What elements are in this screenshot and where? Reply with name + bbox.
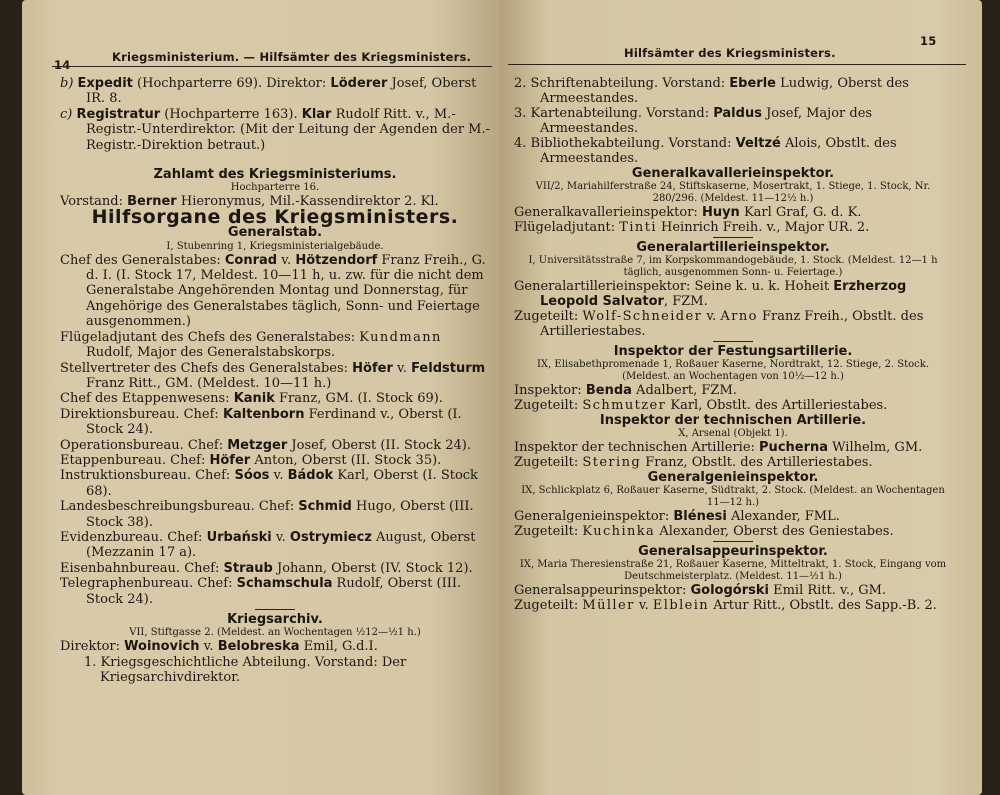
generalkavallerie-address: VII/2, Mariahilferstraße 24, Stiftskaserne, Mosertrakt, 1. Stiege, 1. Stock, Nr. 280/296. (Meldest. 11—12½ h.): [535, 181, 931, 204]
generalgenie-title: Generalgenieinspektor.: [647, 470, 819, 485]
section-divider: [255, 609, 295, 610]
bureau-entry: Landesbeschreibungsbureau. Chef: Schmid Hugo, Oberst (III. Stock 38).: [60, 499, 474, 530]
generalstab-etappenwesen: Chef des Etappenwesens: Kanik Franz, GM. (I. Stock 69).: [60, 391, 443, 407]
zahlamt-title: Zahlamt des Kriegsministeriums.: [153, 167, 397, 183]
festungsartillerie-zugeteilt: Zugeteilt: Schmutzer Karl, Obstlt. des Artilleriestabes.: [514, 398, 888, 413]
bureau-entry: Direktionsbureau. Chef: Kaltenborn Ferdinand v., Oberst (I. Stock 24).: [60, 406, 462, 438]
generalkavallerie-title: Generalkavallerieinspektor.: [631, 166, 835, 181]
kriegsarchiv-abteilung-1: 1. Kriegsgeschichtliche Abteilung. Vorstand: Der Kriegsarchivdirektor.: [84, 654, 407, 686]
bureau-entry: Eisenbahnbureau. Chef: Straub Johann, Oberst (IV. Stock 12).: [60, 560, 473, 576]
right-header-rule: [508, 64, 966, 65]
generalgenie-zugeteilt: Zugeteilt: Kuchinka Alexander, Oberst des Geniestabes.: [514, 524, 894, 539]
kriegsarchiv-address: VII, Stiftgasse 2. (Meldest. an Wochentagen ½12—½1 h.): [129, 627, 421, 639]
generalartillerie-address: I, Universitätsstraße 7, im Korpskommandogebäude, 1. Stock. (Meldest. 12—1 h täglich, ausgenommen Sonn- u. Feiertage.): [528, 255, 938, 278]
generalstab-fluegeladjutant: Flügeladjutant des Chefs des Generalstabes: Kundmann Rudolf, Major des Generalstabskorps.: [60, 329, 442, 361]
kriegsarchiv-abteilung-2: 2. Schriftenabteilung. Vorstand: Eberle Ludwig, Oberst des Armeestandes.: [514, 76, 909, 106]
technische-artillerie-title: Inspektor der technischen Artillerie.: [599, 413, 867, 428]
generalstab-stellvertreter: Stellvertreter des Chefs des Generalstabes: Höfer v. Feldsturm Franz Ritt., GM. (Meldest. 10—11 h.): [60, 360, 486, 391]
kriegsarchiv-title: Kriegsarchiv.: [227, 612, 323, 627]
right-running-header: Hilfsämter des Kriegsministers.: [624, 46, 836, 60]
section-divider: [713, 341, 753, 342]
festungsartillerie-address: IX, Elisabethpromenade 1, Roßauer Kaserne, Nordtrakt, 12. Stiege, 2. Stock. (Meldest. an Wochentagen von 10½—12 h.): [536, 359, 930, 382]
kriegsarchiv-abteilung-4: 4. Bibliothekabteilung. Vorstand: Veltzé Alois, Obstlt. des Armeestandes.: [514, 136, 897, 166]
generalsappeur-inspektor: Generalsappeurinspektor: Gologórski Emil Ritt. v., GM.: [514, 583, 887, 598]
generalartillerie-zugeteilt: Zugeteilt: Wolf-Schneider v. Arno Franz Freih., Obstlt. des Artilleriestabes.: [514, 309, 924, 339]
section-divider: [713, 237, 753, 238]
technische-artillerie-zugeteilt: Zugeteilt: Stering Franz, Obstlt. des Artilleriestabes.: [514, 455, 873, 470]
entry-expedit: b) Expedit (Hochparterre 69). Direktor: Löderer Josef, Oberst IR. 8.: [60, 76, 477, 107]
right-page: [500, 0, 982, 795]
technische-artillerie-address: X, Arsenal (Objekt 1).: [678, 428, 788, 439]
section-divider: [713, 541, 753, 542]
left-content: [60, 76, 490, 686]
generalartillerie-title: Generalartillerieinspektor.: [636, 240, 830, 255]
generalsappeur-zugeteilt: Zugeteilt: Müller v. Elblein Artur Ritt., Obstlt. des Sapp.-B. 2.: [514, 598, 937, 613]
generalgenie-inspektor: Generalgenieinspektor: Blénesi Alexander, FML.: [514, 509, 840, 524]
left-header-rule: [52, 66, 492, 67]
right-page-number: 15: [920, 34, 937, 48]
kriegsarchiv-abteilung-3: 3. Kartenabteilung. Vorstand: Paldus Josef, Major des Armeestandes.: [514, 106, 873, 136]
kriegsarchiv-direktor: Direktor: Woinovich v. Belobreska Emil, G.d.I.: [60, 639, 378, 655]
bureau-entry: Operationsbureau. Chef: Metzger Josef, Oberst (II. Stock 24).: [60, 437, 471, 453]
generalkavallerie-inspektor: Generalkavallerieinspektor: Huyn Karl Graf, G. d. K.: [514, 205, 862, 220]
zahlamt-address: Hochparterre 16.: [230, 182, 320, 194]
entry-registratur: c) Registratur (Hochparterre 163). Klar Rudolf Ritt. v., M.-Registr.-Unterdirektor. (Mit der Leitung der Agenden der M.-Registr.-Direktion betraut.): [60, 106, 491, 153]
generalsappeur-address: IX, Maria Theresienstraße 21, Roßauer Kaserne, Mitteltrakt, 1. Stock, Eingang vom Deutschmeisterplatz. (Meldest. 11—½1 h.): [519, 559, 947, 582]
festungsartillerie-inspektor: Inspektor: Benda Adalbert, FZM.: [514, 383, 737, 398]
right-content: [514, 76, 952, 613]
festungsartillerie-title: Inspektor der Festungsartillerie.: [613, 344, 853, 359]
bureau-entry: Telegraphenbureau. Chef: Schamschula Rudolf, Oberst (III. Stock 24).: [60, 576, 462, 607]
left-page: [22, 0, 500, 795]
generalstab-chef: Chef des Generalstabes: Conrad v. Hötzendorf Franz Freih., G. d. I. (I. Stock 17, Meldest. 10—11 h, u. zw. für die nicht dem Generalstabe Angehörenden Montag und Donnerstag, für Angehörige des Generalstabes täglich, Sonn- und Feiertage ausgenommen.): [60, 252, 486, 330]
bureau-entry: Evidenzbureau. Chef: Urbański v. Ostrymiecz August, Oberst (Mezzanin 17 a).: [60, 529, 476, 561]
generalstab-title: Generalstab.: [227, 225, 323, 241]
generalkavallerie-fluegeladjutant: Flügeladjutant: Tinti Heinrich Freih. v., Major UR. 2.: [514, 220, 870, 235]
generalgenie-address: IX, Schlickplatz 6, Roßauer Kaserne, Südtrakt, 2. Stock. (Meldest. an Wochentagen 11—12 h.): [521, 485, 945, 508]
zahlamt-vorstand: Vorstand: Berner Hieronymus, Mil.-Kassendirektor 2. Kl.: [60, 194, 439, 210]
generalartillerie-inspektor: Generalartillerieinspektor: Seine k. u. k. Hoheit Erzherzog Leopold Salvator, FZM.: [514, 279, 907, 309]
generalstab-address: I, Stubenring 1, Kriegsministerialgebäude.: [166, 240, 384, 252]
left-page-number: 14: [54, 58, 71, 72]
hilfsorgane-heading: Hilfsorgane des Kriegsministers.: [91, 205, 459, 228]
generalsappeur-title: Generalsappeurinspektor.: [638, 544, 828, 559]
bureau-entry: Etappenbureau. Chef: Höfer Anton, Oberst (II. Stock 35).: [60, 452, 442, 468]
bureau-entry: Instruktionsbureau. Chef: Sóos v. Bádok Karl, Oberst (I. Stock 68).: [60, 468, 478, 499]
left-running-header: Kriegsministerium. — Hilfsämter des Kriegsministers.: [112, 50, 472, 64]
technische-artillerie-inspektor: Inspektor der technischen Artillerie: Pucherna Wilhelm, GM.: [514, 440, 923, 455]
